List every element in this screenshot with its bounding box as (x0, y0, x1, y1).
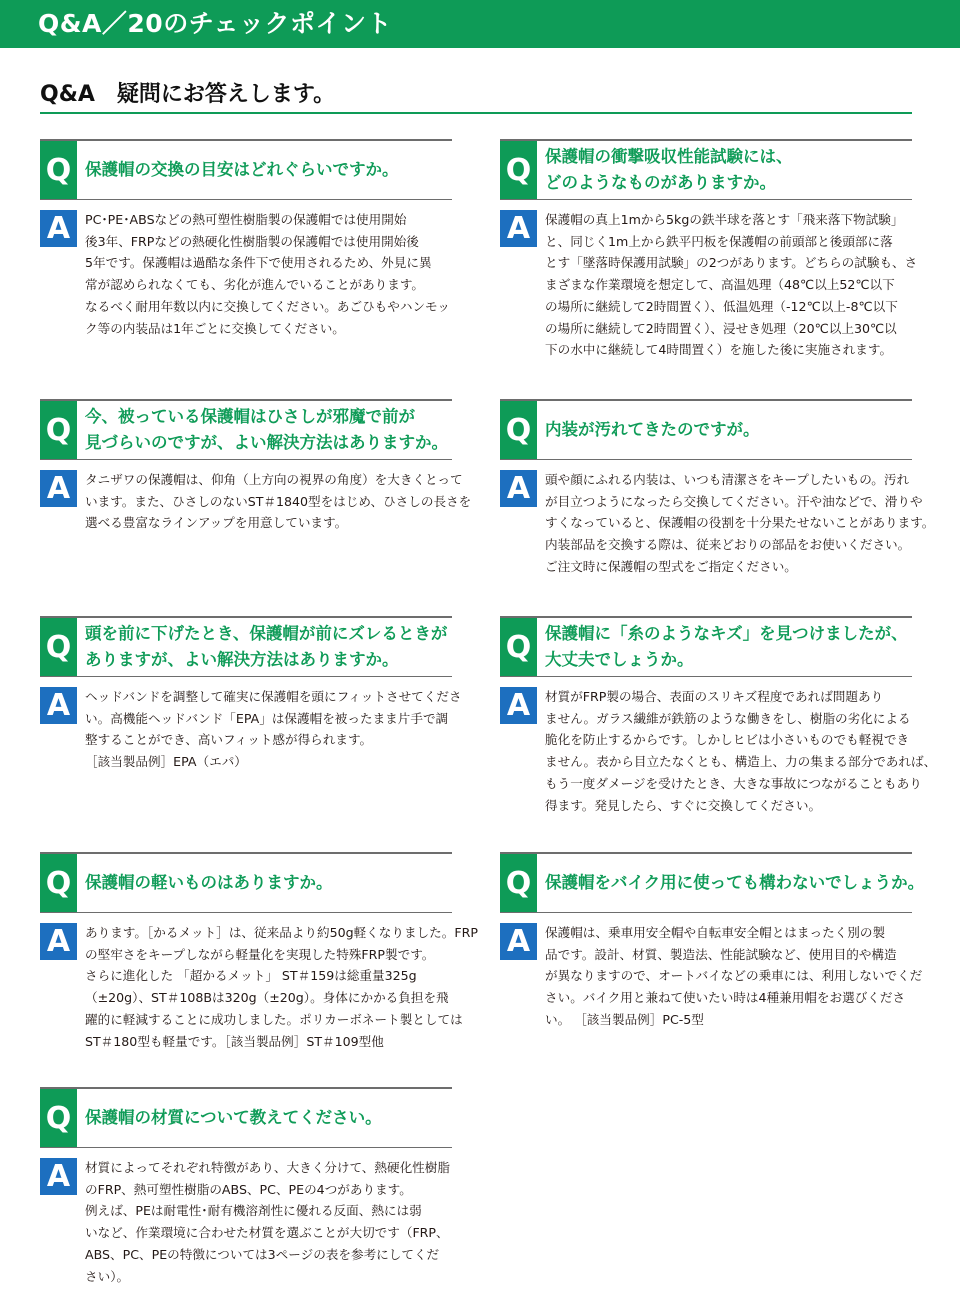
answer-line: PC･PE･ABSなどの熱可塑性樹脂製の保護帽では使用開始 (85, 212, 407, 227)
question-block (500, 852, 925, 913)
q-badge: Q (500, 141, 537, 199)
answer-line: 内装部品を交換する際は、従来どおりの部品をお使いください。 (545, 537, 911, 553)
answer-text (537, 922, 922, 1031)
question-text (537, 854, 924, 912)
answer-line: 頭や顔にふれる内装は、いつも清潔さをキープしたいもの。汚れ (545, 472, 910, 487)
answer-line: います。また、ひさしのないST＃1840型をはじめ、ひさしの長さを (85, 493, 472, 509)
question-text (537, 401, 912, 459)
question-text (77, 141, 452, 199)
answer-line: 選べる豊富なラインアップを用意しています。 (85, 515, 348, 531)
answer-line: の堅牢さをキープしながら軽量化を実現した特殊FRP製です。 (85, 946, 435, 962)
question-text (537, 141, 912, 199)
answer-line: もう一度ダメージを受けたとき、大きな事故につながることもあり (545, 775, 922, 791)
answer-line: あります。［かるメット］は、従来品より約50g軽くなりました。FRP (85, 925, 478, 940)
answer-text (77, 686, 462, 773)
question-rule-bottom (40, 676, 452, 677)
q-badge: Q (40, 401, 77, 459)
qa-item (40, 616, 462, 773)
answer-line: ク等の内装品は1年ごとに交換してください。 (85, 320, 345, 336)
answer-line: ません。ガラス繊維が鉄筋のような働きをし、樹脂の劣化による (545, 710, 911, 726)
answer-line: 材質がFRP製の場合、表面のスリキズ程度であれば問題あり (545, 689, 884, 704)
answer-text (77, 469, 471, 534)
answer-line: 5年です。保護帽は過酷な条件下で使用されるため、外見に異 (85, 255, 432, 271)
answer-line: （±20g）、ST＃108Bは320g（±20g）。身体にかかる負担を飛 (85, 990, 449, 1006)
answer-line: と、同じく1m上から鉄平円板を保護帽の前頭部と後頭部に落 (545, 233, 893, 249)
qa-item (40, 852, 478, 1052)
answer-line: の場所に継続して2時間置く）、低温処理（-12℃以上-8℃以下 (545, 298, 898, 314)
a-badge: A (500, 687, 537, 724)
question-line: 頭を前に下げたとき、保護帽が前にズレるときが (85, 624, 448, 643)
a-badge: A (40, 210, 77, 247)
question-rule-bottom (40, 199, 452, 200)
answer-line: ご注文時に保護帽の型式をご指定ください。 (545, 558, 797, 574)
answer-text (77, 1157, 452, 1287)
q-badge: Q (500, 401, 537, 459)
answer-line: 保護帽は、乗車用安全帽や自転車安全帽とはまったく別の製 (545, 925, 886, 940)
question-line: 保護帽に「糸のようなキズ」を見つけましたが、 (545, 624, 908, 643)
answer-block (40, 923, 478, 1052)
answer-line: 得ます。発見したら、すぐに交換してください。 (545, 797, 822, 813)
answer-line: が異なりますので、オートバイなどの乗車には、利用しないでくだ (545, 968, 923, 984)
question-line: どのようなものがありますか。 (545, 173, 776, 192)
question-rule-bottom (500, 676, 912, 677)
answer-line: 例えば、PEは耐電性･耐有機溶剤性に優れる反面、熱には弱 (85, 1203, 422, 1219)
question-line: 保護帽の衝撃吸収性能試験には、 (545, 147, 793, 166)
question-text (77, 618, 452, 676)
question-rule-bottom (40, 1147, 452, 1148)
question-block (500, 139, 912, 200)
section-rule (40, 112, 912, 114)
answer-line: い。高機能ヘッドバンド「EPA」は保護帽を被ったまま片手で調 (85, 710, 449, 726)
answer-line: 常が認められなくても、劣化が進んでいることがあります。 (85, 277, 425, 293)
answer-line: が目立つようになったら交換してください。汗や油などで、滑りや (545, 493, 923, 509)
answer-line: 品です。設計、材質、製造法、性能試験など、使用目的や構造 (545, 946, 897, 962)
qa-item (40, 399, 472, 534)
answer-line: さらに進化した 「超かるメット」 ST＃159は総重量325g (85, 968, 417, 984)
question-text (77, 401, 452, 459)
answer-line: ヘッドバンドを調整して確実に保護帽を頭にフィットさせてくださ (85, 689, 462, 704)
question-block (40, 852, 452, 913)
question-block (500, 616, 912, 677)
question-rule-bottom (500, 459, 912, 460)
question-text (77, 854, 452, 912)
question-block (40, 616, 452, 677)
qa-item (500, 616, 937, 816)
question-rule-bottom (500, 199, 912, 200)
question-rule-bottom (40, 459, 452, 460)
question-text (77, 1089, 452, 1147)
answer-line: 脆化を防止するからです。しかしヒビは小さいものでも軽視でき (545, 732, 910, 748)
q-badge: Q (40, 141, 77, 199)
answer-line: タニザワの保護帽は、仰角（上方向の視界の角度）を大きくとって (85, 472, 463, 487)
answer-line: い。 ［該当製品例］PC-5型 (545, 1011, 704, 1027)
question-block (40, 399, 452, 460)
answer-line: いなど、作業環境に合わせた材質を選ぶことが大切です（FRP、 (85, 1225, 449, 1241)
answer-text (537, 686, 936, 816)
qa-item (500, 139, 918, 361)
answer-line: まざまな作業環境を想定して、高温処理（48℃以上52℃以下 (545, 277, 895, 293)
answer-line: ［該当製品例］EPA（エパ） (85, 754, 247, 770)
answer-block (40, 687, 462, 773)
question-line: 内装が汚れてきたのですが。 (545, 420, 760, 439)
question-block (40, 1087, 452, 1148)
question-line: 保護帽の軽いものはありますか。 (85, 873, 333, 892)
q-badge: Q (40, 854, 77, 912)
qa-item (40, 139, 452, 339)
answer-line: 整することができ、高いフィット感が得られます。 (85, 732, 373, 748)
answer-block (40, 1158, 452, 1287)
answer-line: すくなっていると、保護帽の役割を十分果たせないことがあります。 (545, 515, 935, 531)
answer-line: ません。表から目立たなくとも、構造上、力の集まる部分であれば、 (545, 754, 937, 770)
answer-line: の場所に継続して2時間置く）、浸せき処理（20℃以上30℃以 (545, 320, 897, 336)
answer-block (500, 923, 923, 1031)
question-line: 保護帽の交換の目安はどれぐらいですか。 (85, 160, 399, 179)
answer-text (537, 469, 934, 578)
answer-line: 下の水中に継続して4時間置く）を施した後に実施されます。 (545, 342, 893, 358)
answer-line: 躍的に軽減することに成功しました。ポリカーボネート製としては (85, 1011, 463, 1027)
answer-text (537, 209, 917, 361)
answer-line: とす「墜落時保護用試験」の2つがあります。どちらの試験も、さ (545, 255, 918, 271)
a-badge: A (40, 470, 77, 507)
answer-line: 後3年、FRPなどの熱硬化性樹脂製の保護帽では使用開始後 (85, 233, 419, 249)
qa-item (500, 852, 925, 1031)
question-line: 今、被っている保護帽はひさしが邪魔で前が (85, 407, 415, 426)
answer-block (500, 687, 937, 816)
header-title: Q&A／20のチェックポイント (38, 9, 392, 38)
answer-line: 材質によってそれぞれ特徴があり、大きく分けて、熱硬化性樹脂 (85, 1160, 450, 1175)
q-badge: Q (500, 618, 537, 676)
question-block (500, 399, 912, 460)
answer-block (500, 470, 935, 578)
answer-line: さい）。 (85, 1268, 130, 1284)
question-block (40, 139, 452, 200)
q-badge: Q (500, 854, 537, 912)
answer-line: さい。バイク用と兼ねて使いたい時は4種兼用帽をお選びくださ (545, 990, 906, 1006)
answer-block (40, 470, 472, 534)
answer-line: なるべく耐用年数以内に交換してください。あごひもやハンモッ (85, 298, 450, 314)
a-badge: A (40, 1158, 77, 1195)
answer-line: ST＃180型も軽量です。［該当製品例］ST＃109型他 (85, 1033, 384, 1049)
a-badge: A (40, 687, 77, 724)
question-line: 見づらいのですが、よい解決方法はありますか。 (85, 433, 448, 452)
question-text (537, 618, 912, 676)
qa-item (500, 399, 935, 578)
question-line: ありますが、よい解決方法はありますか。 (85, 650, 399, 669)
qa-item (40, 1087, 452, 1287)
question-line: 保護帽の材質について教えてください。 (85, 1108, 382, 1127)
answer-block (40, 210, 452, 339)
a-badge: A (500, 923, 537, 960)
header-bar (0, 0, 960, 48)
a-badge: A (500, 470, 537, 507)
question-line: 大丈夫でしょうか。 (545, 650, 694, 669)
answer-line: のFRP、熱可塑性樹脂のABS、PC、PEの4つがあります。 (85, 1181, 412, 1197)
q-badge: Q (40, 618, 77, 676)
a-badge: A (500, 210, 537, 247)
question-rule-bottom (40, 912, 452, 913)
q-badge: Q (40, 1089, 77, 1147)
question-rule-bottom (500, 912, 912, 913)
answer-line: ABS、PC、PEの特徴については3ページの表を参考にしてくだ (85, 1246, 440, 1262)
question-line: 保護帽をバイク用に使っても構わないでしょうか。 (545, 873, 925, 892)
answer-block (500, 210, 918, 361)
answer-line: 保護帽の真上1mから5kgの鉄半球を落とす「飛来落下物試験」 (545, 212, 904, 227)
answer-text (77, 209, 452, 339)
answer-text (77, 922, 478, 1052)
section-heading: Q&A 疑問にお答えします。 (40, 82, 336, 107)
a-badge: A (40, 923, 77, 960)
